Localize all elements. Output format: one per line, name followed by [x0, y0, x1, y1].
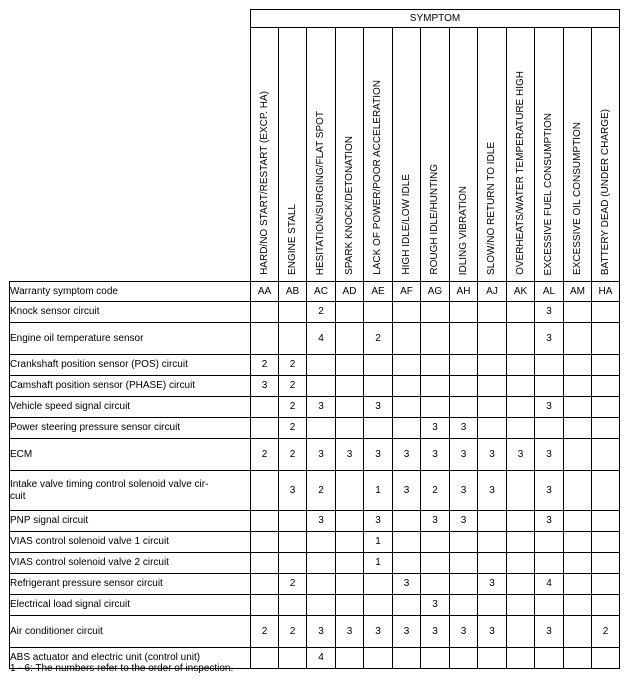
inspection-order-cell — [478, 553, 507, 574]
inspection-order-cell: 2 — [307, 471, 336, 511]
inspection-order-cell — [564, 648, 592, 669]
inspection-order-cell: 3 — [393, 574, 421, 595]
inspection-order-cell — [592, 553, 620, 574]
row-label-text: Camshaft position sensor (PHASE) circuit — [10, 380, 196, 391]
inspection-order-cell — [507, 532, 535, 553]
symptom-name: SPARK KNOCK/DETONATION — [343, 136, 355, 275]
row-label-text-continued: cuit — [10, 490, 26, 502]
table-row — [10, 397, 620, 418]
inspection-order-cell — [364, 355, 393, 376]
warranty-code: HA — [592, 282, 620, 302]
inspection-order-cell: 3 — [307, 439, 336, 471]
symptom-header-cell — [336, 28, 364, 282]
row-label — [10, 616, 251, 648]
inspection-order-cell — [251, 648, 279, 669]
inspection-order-cell — [421, 397, 450, 418]
row-label — [10, 595, 251, 616]
row-label-text: Electrical load signal circuit — [10, 599, 131, 610]
inspection-order-cell — [450, 648, 478, 669]
symptom-header-cell — [564, 28, 592, 282]
inspection-order-cell: 3 — [364, 511, 393, 532]
inspection-order-cell: 3 — [336, 616, 364, 648]
inspection-order-cell — [364, 376, 393, 397]
symptom-group-header: SYMPTOM — [251, 10, 620, 28]
inspection-order-cell — [421, 532, 450, 553]
inspection-order-cell — [421, 574, 450, 595]
row-label-text: Engine oil temperature sensor — [10, 332, 144, 344]
inspection-order-cell: 3 — [279, 471, 307, 511]
inspection-order-cell — [507, 574, 535, 595]
inspection-order-cell — [564, 471, 592, 511]
inspection-order-cell — [564, 616, 592, 648]
inspection-order-cell: 2 — [279, 355, 307, 376]
inspection-order-cell: 3 — [421, 511, 450, 532]
inspection-order-cell: 3 — [450, 511, 478, 532]
inspection-order-cell — [507, 418, 535, 439]
table-row — [10, 532, 620, 553]
row-label — [10, 418, 251, 439]
symptom-header-cell — [507, 28, 535, 282]
inspection-order-cell: 2 — [279, 574, 307, 595]
inspection-order-cell: 1 — [364, 471, 393, 511]
table-row — [10, 616, 620, 648]
inspection-order-cell: 3 — [450, 616, 478, 648]
inspection-order-cell — [393, 511, 421, 532]
row-label — [10, 553, 251, 574]
inspection-order-cell — [336, 511, 364, 532]
inspection-order-cell — [251, 397, 279, 418]
inspection-order-cell — [307, 595, 336, 616]
table-row — [10, 553, 620, 574]
row-label — [10, 376, 251, 397]
symptom-header-cell — [307, 28, 336, 282]
inspection-order-cell — [564, 574, 592, 595]
symptom-name: BATTERY DEAD (UNDER CHARGE) — [599, 108, 611, 275]
inspection-order-cell: 3 — [478, 439, 507, 471]
inspection-order-cell — [592, 511, 620, 532]
inspection-order-cell — [307, 532, 336, 553]
inspection-order-cell — [564, 532, 592, 553]
inspection-order-cell: 4 — [307, 648, 336, 669]
inspection-order-cell — [564, 553, 592, 574]
row-label-text: ECM — [10, 448, 33, 460]
inspection-order-cell: 3 — [450, 418, 478, 439]
symptom-header-cell — [535, 28, 564, 282]
row-label-text: VIAS control solenoid valve 2 circuit — [10, 557, 169, 568]
inspection-order-cell: 3 — [535, 439, 564, 471]
inspection-order-cell — [307, 574, 336, 595]
symptom-name: SLOW/NO RETURN TO IDLE — [486, 142, 497, 275]
inspection-order-cell: 3 — [307, 397, 336, 418]
inspection-order-cell — [478, 418, 507, 439]
inspection-order-cell — [364, 302, 393, 323]
inspection-order-cell — [251, 302, 279, 323]
symptom-table — [9, 9, 620, 669]
inspection-order-cell: 3 — [535, 323, 564, 355]
inspection-order-cell: 2 — [279, 397, 307, 418]
table-row — [10, 323, 620, 355]
inspection-order-cell — [535, 648, 564, 669]
inspection-order-cell: 3 — [421, 616, 450, 648]
row-label — [10, 439, 251, 471]
symptom-name: IDLING VIBRATION — [457, 185, 469, 275]
table-body — [10, 10, 620, 669]
inspection-order-cell: 2 — [421, 471, 450, 511]
inspection-order-cell — [507, 323, 535, 355]
inspection-order-cell: 3 — [364, 616, 393, 648]
row-label-text: Power steering pressure sensor circuit — [10, 422, 181, 433]
inspection-order-cell — [336, 574, 364, 595]
inspection-order-cell — [592, 323, 620, 355]
inspection-order-cell: 1 — [364, 532, 393, 553]
inspection-order-cell: 3 — [421, 439, 450, 471]
inspection-order-cell — [507, 471, 535, 511]
inspection-order-cell — [421, 648, 450, 669]
inspection-order-cell — [535, 595, 564, 616]
inspection-order-cell: 2 — [251, 616, 279, 648]
table-row — [10, 511, 620, 532]
inspection-order-cell: 3 — [364, 397, 393, 418]
inspection-order-cell: 4 — [307, 323, 336, 355]
inspection-order-cell — [507, 397, 535, 418]
symptom-header-cell — [279, 28, 307, 282]
inspection-order-cell: 4 — [535, 574, 564, 595]
inspection-order-cell — [592, 532, 620, 553]
row-label-text: VIAS control solenoid valve 1 circuit — [10, 536, 169, 547]
table-row — [10, 355, 620, 376]
inspection-order-cell — [336, 595, 364, 616]
row-label — [10, 397, 251, 418]
inspection-order-cell — [279, 595, 307, 616]
inspection-order-cell — [393, 553, 421, 574]
table-row — [10, 595, 620, 616]
inspection-order-cell — [535, 355, 564, 376]
inspection-order-cell: 2 — [279, 439, 307, 471]
inspection-order-cell — [393, 355, 421, 376]
inspection-order-cell — [564, 397, 592, 418]
inspection-order-cell — [251, 574, 279, 595]
symptom-name: HIGH IDLE/LOW IDLE — [400, 174, 412, 275]
inspection-order-cell: 2 — [279, 418, 307, 439]
inspection-order-cell: 2 — [307, 302, 336, 323]
inspection-order-cell — [478, 595, 507, 616]
inspection-order-cell — [535, 376, 564, 397]
inspection-order-cell: 3 — [450, 439, 478, 471]
inspection-order-cell — [478, 532, 507, 553]
symptom-name: EXCESSIVE OIL CONSUMPTION — [571, 122, 583, 275]
inspection-order-cell — [564, 355, 592, 376]
inspection-order-cell — [450, 376, 478, 397]
inspection-order-cell — [450, 595, 478, 616]
inspection-order-cell — [478, 302, 507, 323]
inspection-order-cell — [592, 355, 620, 376]
inspection-order-cell — [564, 323, 592, 355]
inspection-order-cell — [364, 418, 393, 439]
row-label — [10, 574, 251, 595]
inspection-order-cell — [507, 553, 535, 574]
inspection-order-cell — [336, 302, 364, 323]
inspection-order-cell — [450, 574, 478, 595]
row-label-text: Knock sensor circuit — [10, 306, 100, 317]
symptom-header-cell — [251, 28, 279, 282]
inspection-order-cell — [364, 574, 393, 595]
inspection-order-cell — [592, 595, 620, 616]
inspection-order-cell: 3 — [535, 616, 564, 648]
inspection-order-cell: 3 — [364, 439, 393, 471]
symptom-name: ROUGH IDLE/HUNTING — [429, 164, 440, 275]
symptom-header-row — [10, 10, 620, 28]
inspection-order-cell — [450, 532, 478, 553]
symptom-name: HARD/NO START/RESTART (EXCP. HA) — [258, 91, 270, 275]
inspection-order-cell: 3 — [393, 439, 421, 471]
inspection-order-cell — [592, 302, 620, 323]
inspection-order-cell — [592, 648, 620, 669]
inspection-order-cell — [421, 553, 450, 574]
inspection-order-cell — [421, 302, 450, 323]
inspection-order-cell: 2 — [592, 616, 620, 648]
footnote: 1 - 6: The numbers refer to the order of inspection. — [10, 663, 234, 674]
warranty-code: AB — [279, 282, 307, 302]
inspection-order-cell: 1 — [364, 553, 393, 574]
inspection-order-cell — [507, 302, 535, 323]
inspection-order-cell — [507, 511, 535, 532]
warranty-code: AK — [507, 282, 535, 302]
inspection-order-cell — [364, 648, 393, 669]
inspection-order-cell: 3 — [307, 616, 336, 648]
inspection-order-cell — [564, 302, 592, 323]
table-row — [10, 376, 620, 397]
inspection-order-cell — [564, 418, 592, 439]
inspection-order-cell: 3 — [393, 616, 421, 648]
table-row — [10, 439, 620, 471]
warranty-code: AD — [336, 282, 364, 302]
inspection-order-cell — [535, 532, 564, 553]
inspection-order-cell: 3 — [251, 376, 279, 397]
inspection-order-cell: 3 — [478, 616, 507, 648]
inspection-order-cell: 3 — [478, 471, 507, 511]
row-label-text: Vehicle speed signal circuit — [10, 401, 131, 412]
inspection-order-cell — [307, 376, 336, 397]
symptom-header-cell — [450, 28, 478, 282]
inspection-order-cell — [507, 648, 535, 669]
inspection-order-cell — [535, 553, 564, 574]
inspection-order-cell: 2 — [279, 616, 307, 648]
row-label — [10, 323, 251, 355]
inspection-order-cell — [336, 355, 364, 376]
inspection-order-cell — [336, 471, 364, 511]
warranty-code: AC — [307, 282, 336, 302]
inspection-order-cell — [564, 376, 592, 397]
warranty-code: AF — [393, 282, 421, 302]
row-label — [10, 532, 251, 553]
inspection-order-cell — [478, 511, 507, 532]
inspection-order-cell — [393, 595, 421, 616]
inspection-order-cell — [592, 471, 620, 511]
inspection-order-cell: 3 — [507, 439, 535, 471]
inspection-order-cell — [564, 439, 592, 471]
inspection-order-cell — [251, 532, 279, 553]
inspection-order-cell — [592, 439, 620, 471]
inspection-order-cell — [478, 376, 507, 397]
inspection-order-cell — [535, 418, 564, 439]
inspection-order-cell — [279, 511, 307, 532]
symptom-header-cell — [478, 28, 507, 282]
inspection-order-cell — [450, 355, 478, 376]
inspection-order-cell: 3 — [421, 595, 450, 616]
inspection-order-cell — [393, 302, 421, 323]
inspection-order-cell — [450, 397, 478, 418]
row-label — [10, 355, 251, 376]
inspection-order-cell — [336, 376, 364, 397]
inspection-order-cell — [421, 376, 450, 397]
row-label-text: Air conditioner circuit — [10, 625, 103, 637]
inspection-order-cell — [336, 323, 364, 355]
inspection-order-cell — [564, 511, 592, 532]
corner-cell — [10, 10, 251, 282]
warranty-code: AG — [421, 282, 450, 302]
inspection-order-cell — [507, 595, 535, 616]
inspection-order-cell — [450, 302, 478, 323]
row-label-text: Refrigerant pressure sensor circuit — [10, 578, 163, 589]
symptom-header-cell — [364, 28, 393, 282]
inspection-order-cell — [279, 553, 307, 574]
inspection-order-cell — [279, 532, 307, 553]
warranty-code: AH — [450, 282, 478, 302]
row-label-text: Crankshaft position sensor (POS) circuit — [10, 359, 188, 370]
inspection-order-cell — [279, 302, 307, 323]
inspection-order-cell — [336, 397, 364, 418]
warranty-code: AL — [535, 282, 564, 302]
symptom-header-cell — [592, 28, 620, 282]
warranty-code: AE — [364, 282, 393, 302]
row-label — [10, 511, 251, 532]
inspection-order-cell — [251, 323, 279, 355]
table-row — [10, 574, 620, 595]
inspection-order-cell — [592, 574, 620, 595]
symptom-name: EXCESSIVE FUEL CONSUMPTION — [543, 112, 554, 275]
inspection-order-cell: 3 — [535, 511, 564, 532]
inspection-order-cell — [478, 355, 507, 376]
inspection-order-cell — [478, 397, 507, 418]
inspection-order-cell — [251, 595, 279, 616]
inspection-order-cell: 2 — [279, 376, 307, 397]
row-label-text: PNP signal circuit — [10, 515, 89, 526]
inspection-order-cell — [393, 418, 421, 439]
inspection-order-cell: 3 — [535, 471, 564, 511]
inspection-order-cell — [307, 355, 336, 376]
inspection-order-cell — [364, 595, 393, 616]
symptom-header-cell — [421, 28, 450, 282]
inspection-order-cell — [450, 553, 478, 574]
inspection-order-cell — [251, 553, 279, 574]
inspection-order-cell — [478, 648, 507, 669]
table-row — [10, 302, 620, 323]
symptom-name: HESITATION/SURGING/FLAT SPOT — [315, 110, 326, 275]
inspection-order-cell — [507, 616, 535, 648]
inspection-order-cell: 2 — [251, 355, 279, 376]
inspection-order-cell: 2 — [251, 439, 279, 471]
inspection-order-cell — [507, 376, 535, 397]
warranty-code: AA — [251, 282, 279, 302]
warranty-code: AJ — [478, 282, 507, 302]
warranty-code: AM — [564, 282, 592, 302]
warranty-code-label: Warranty symptom code — [10, 282, 251, 302]
inspection-order-cell: 3 — [421, 418, 450, 439]
row-label — [10, 471, 251, 511]
inspection-order-cell — [592, 418, 620, 439]
symptom-name: OVERHEATS/WATER TEMPERATURE HIGH — [514, 71, 526, 275]
inspection-order-cell — [307, 553, 336, 574]
inspection-order-cell — [478, 323, 507, 355]
inspection-order-cell — [251, 418, 279, 439]
inspection-order-cell — [336, 648, 364, 669]
inspection-order-cell — [421, 323, 450, 355]
table-row — [10, 471, 620, 511]
inspection-order-cell: 3 — [336, 439, 364, 471]
inspection-order-cell — [307, 418, 336, 439]
inspection-order-cell — [336, 532, 364, 553]
inspection-order-cell: 3 — [535, 397, 564, 418]
row-label — [10, 302, 251, 323]
inspection-order-cell — [421, 355, 450, 376]
inspection-order-cell: 3 — [478, 574, 507, 595]
inspection-order-cell — [279, 323, 307, 355]
inspection-order-cell — [251, 471, 279, 511]
inspection-order-cell: 2 — [364, 323, 393, 355]
symptom-name: LACK OF POWER/POOR ACCELERATION — [372, 80, 383, 275]
inspection-order-cell — [336, 418, 364, 439]
inspection-order-cell: 3 — [450, 471, 478, 511]
inspection-order-cell: 3 — [393, 471, 421, 511]
row-label-text: Intake valve timing control solenoid valve cir- — [10, 478, 209, 490]
symptom-name: ENGINE STALL — [286, 204, 298, 275]
inspection-order-cell — [564, 595, 592, 616]
inspection-order-cell — [251, 511, 279, 532]
inspection-order-cell — [507, 355, 535, 376]
inspection-order-cell — [592, 397, 620, 418]
inspection-order-cell — [450, 323, 478, 355]
inspection-order-cell: 3 — [307, 511, 336, 532]
inspection-order-cell — [393, 397, 421, 418]
symptom-header-cell — [393, 28, 421, 282]
inspection-order-cell — [393, 376, 421, 397]
inspection-order-cell — [279, 648, 307, 669]
inspection-order-cell — [393, 323, 421, 355]
inspection-order-cell — [393, 648, 421, 669]
table-row — [10, 418, 620, 439]
inspection-order-cell: 3 — [535, 302, 564, 323]
row-label-text: ABS actuator and electric unit (control unit) — [10, 652, 201, 663]
inspection-order-cell — [592, 376, 620, 397]
inspection-order-cell — [393, 532, 421, 553]
inspection-order-cell — [336, 553, 364, 574]
warranty-code-row — [10, 282, 620, 302]
